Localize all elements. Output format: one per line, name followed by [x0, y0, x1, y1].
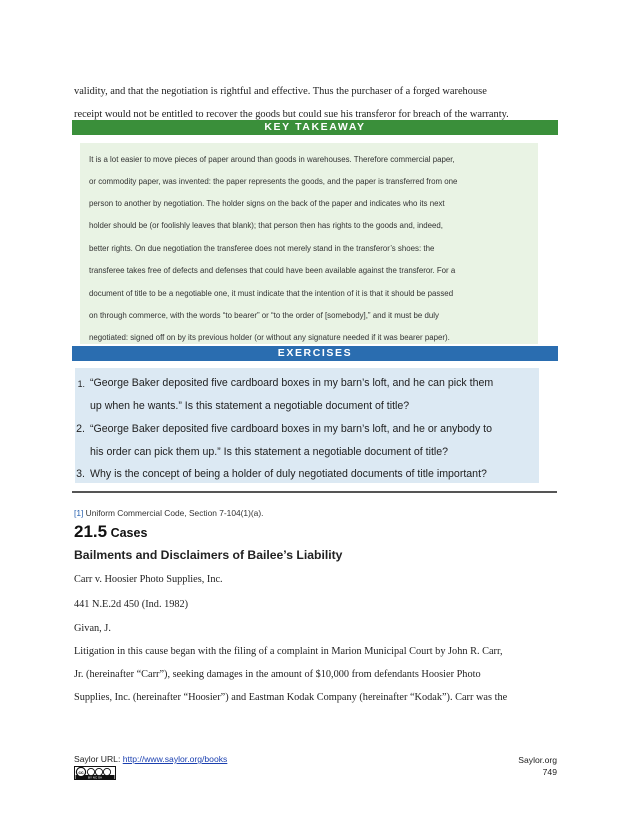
- key-takeaway-heading: KEY TAKEAWAY: [72, 120, 558, 135]
- exercises-heading: EXERCISES: [72, 346, 558, 361]
- case-body-line: Jr. (hereinafter “Carr”), seeking damages in the amount of $10,000 from defendants Hoosier Photo: [74, 669, 481, 680]
- footer-source: [74, 754, 227, 764]
- footnote-marker-link[interactable]: [1]: [74, 508, 84, 518]
- key-takeaway-line: document of title to be a negotiable one, it must indicate that the intention of it is that it should be passed: [89, 289, 454, 298]
- footer-page-info: [518, 754, 557, 778]
- key-takeaway-line: on through commerce, with the words “to bearer” or “to the order of [somebody],” and it must be duly: [89, 311, 439, 320]
- key-takeaway-line: person to another by negotiation. The holder signs on the back of the paper and indicates who its next: [89, 199, 445, 208]
- key-takeaway-line: transferee takes free of defects and defenses that could have been available against the transferor. For a: [89, 266, 456, 275]
- exercise-number: 1.: [77, 379, 85, 389]
- section-title: [74, 522, 147, 542]
- exercise-3-line-1: Why is the concept of being a holder of duly negotiated documents of title important?: [90, 468, 487, 480]
- intro-line-1: validity, and that the negotiation is rightful and effective. Thus the purchaser of a forged warehouse: [74, 86, 487, 97]
- exercise-1-line-1: “George Baker deposited five cardboard boxes in my barn’s loft, and he can pick them: [90, 377, 494, 389]
- case-body-line: Litigation in this cause began with the filing of a complaint in Marion Municipal Court by John R. Carr,: [74, 646, 503, 657]
- svg-text:cc: cc: [78, 771, 84, 776]
- license-text: BY NC SA: [88, 775, 102, 780]
- intro-line-2: receipt would not be entitled to recover the goods but could sue his transferor for breach of the warranty.: [74, 109, 509, 120]
- page-number: 749: [542, 767, 557, 777]
- case-citation: 441 N.E.2d 450 (Ind. 1982): [74, 599, 189, 610]
- key-takeaway-line: better rights. On due negotiation the transferee does not merely stand in the transferor’s shoes: the: [89, 244, 435, 253]
- footer-url-link[interactable]: http://www.saylor.org/books: [122, 754, 228, 764]
- exercise-2-line-2: his order can pick them up.” Is this statement a negotiable document of title?: [90, 446, 449, 458]
- section-number: 21.5: [74, 522, 108, 541]
- section-subheading: Bailments and Disclaimers of Bailee’s Liability: [74, 548, 343, 562]
- exercise-1-line-2: up when he wants.” Is this statement a negotiable document of title?: [90, 400, 410, 412]
- key-takeaway-line: or commodity paper, was invented: the paper represents the goods, and the paper is transferred from one: [89, 177, 458, 186]
- creative-commons-license-icon: [74, 766, 116, 780]
- case-name: Carr v. Hoosier Photo Supplies, Inc.: [74, 574, 223, 585]
- key-takeaway-line: It is a lot easier to move pieces of paper around than goods in warehouses. Therefore commercial paper,: [89, 155, 455, 164]
- footnote-text: Uniform Commercial Code, Section 7-104(1)(a).: [83, 508, 264, 518]
- exercise-number: 3.: [76, 468, 85, 480]
- key-takeaway-line: negotiated: signed off on by its previous holder (or without any signature needed if it was bearer paper).: [89, 333, 450, 342]
- footer-site: Saylor.org: [518, 755, 557, 765]
- key-takeaway-line: holder should be (or foolishly leaves that blank); that person then has rights to the goods and, indeed,: [89, 221, 443, 230]
- exercise-number: 2.: [76, 423, 85, 435]
- case-body-line: Supplies, Inc. (hereinafter “Hoosier”) and Eastman Kodak Company (hereinafter “Kodak”). Carr was the: [74, 692, 508, 703]
- footer-url-label: Saylor URL:: [74, 754, 123, 764]
- section-name: Cases: [107, 526, 148, 540]
- footnote: [74, 508, 263, 519]
- section-divider: [72, 491, 557, 493]
- case-judge: Givan, J.: [74, 623, 111, 634]
- exercise-2-line-1: “George Baker deposited five cardboard boxes in my barn’s loft, and he or anybody to: [90, 423, 493, 435]
